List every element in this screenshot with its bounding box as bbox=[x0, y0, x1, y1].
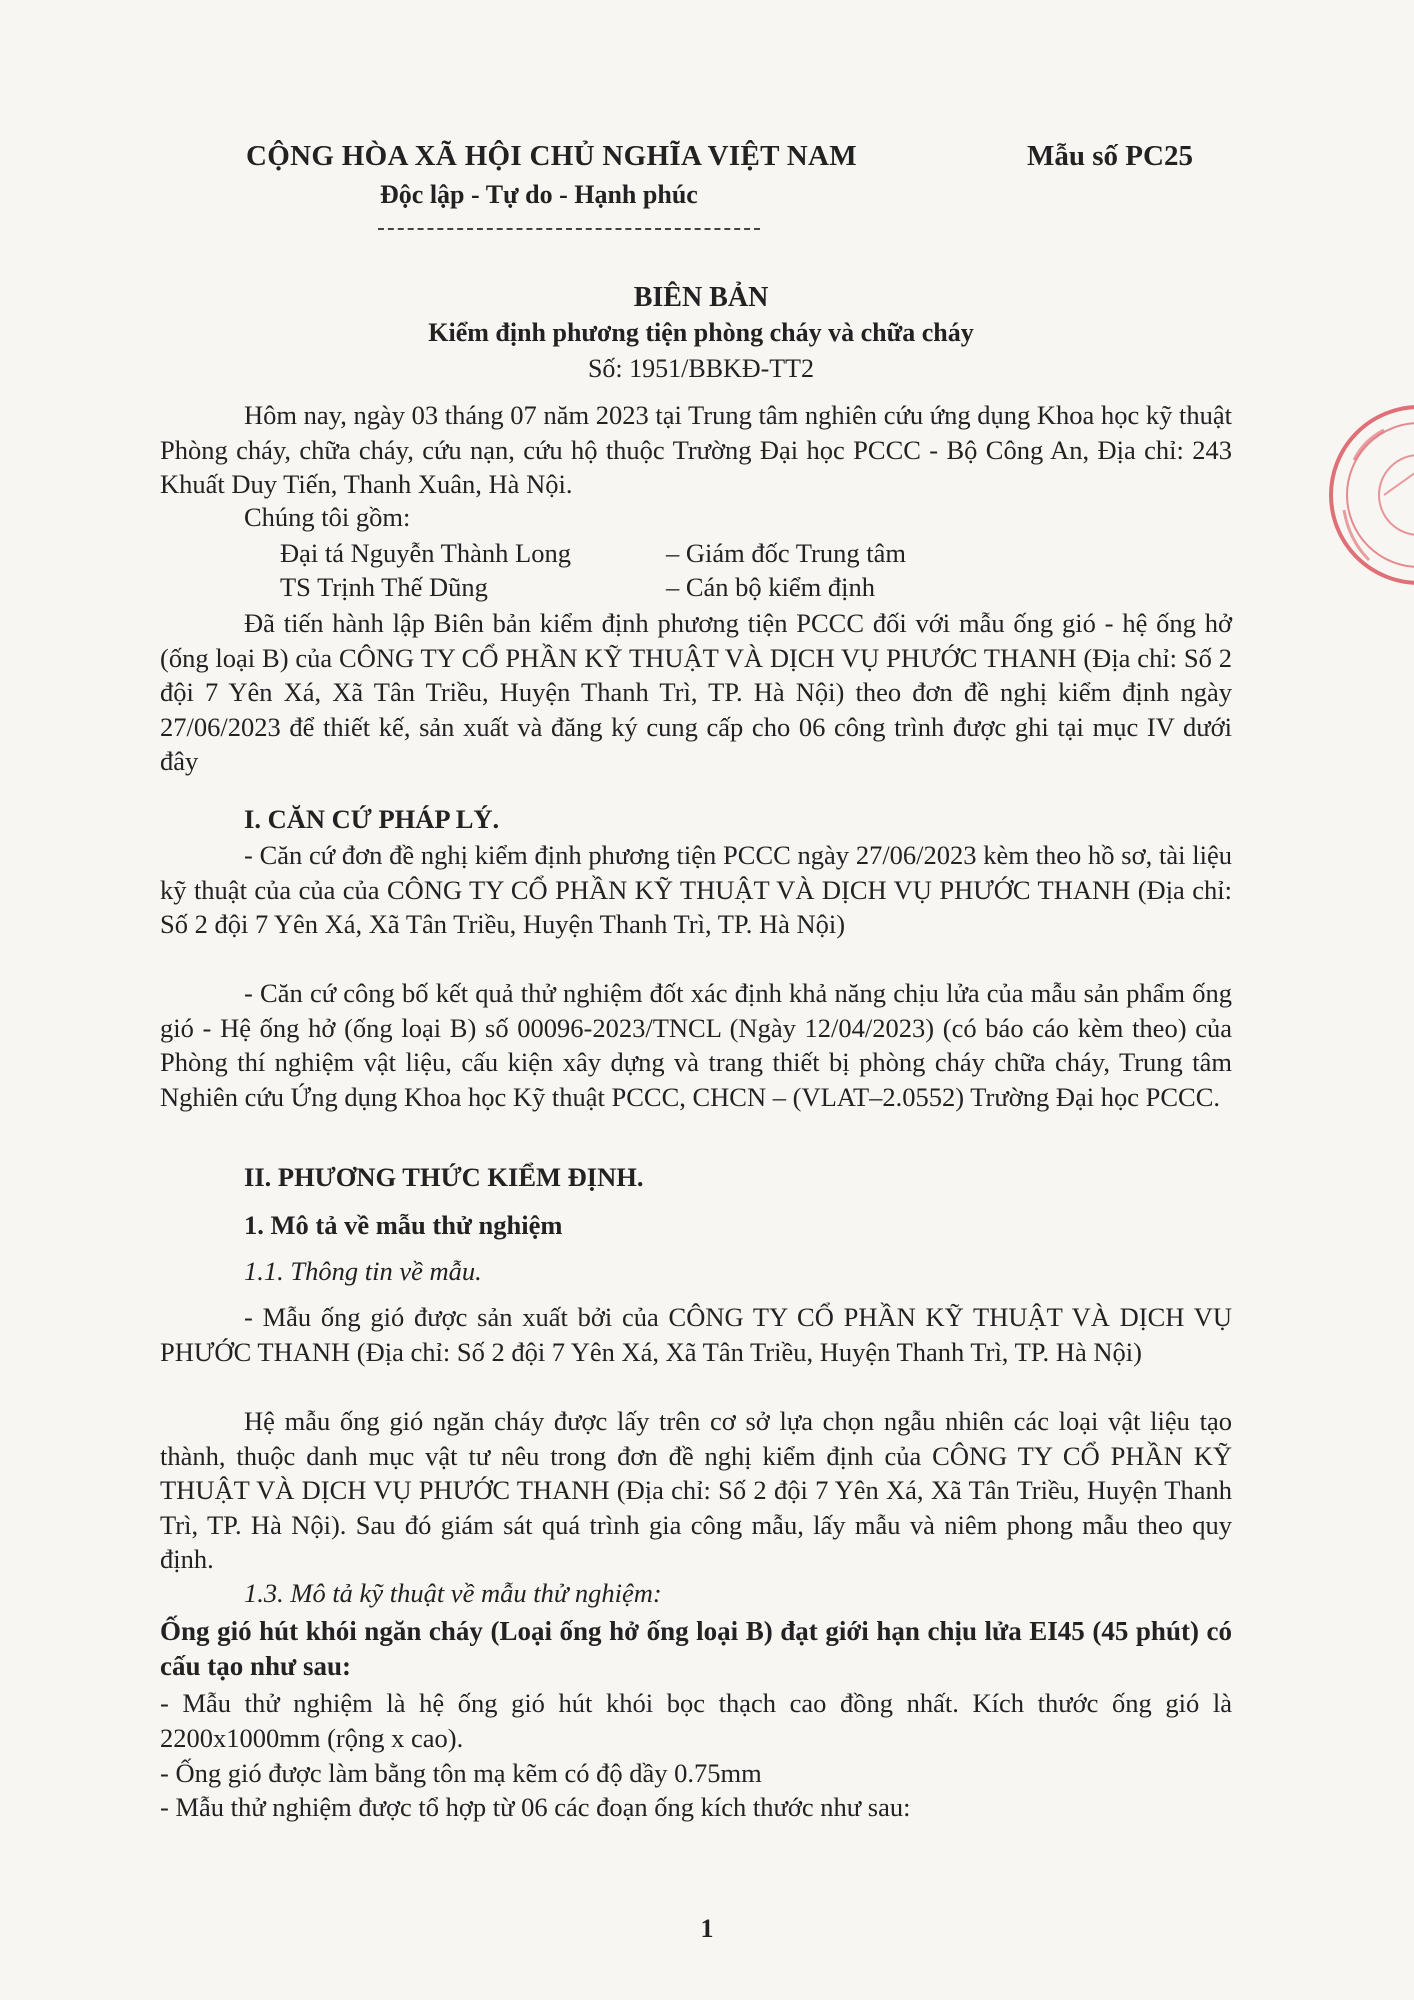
form-number: Mẫu số PC25 bbox=[1027, 140, 1193, 172]
sample-selection-paragraph bbox=[160, 1404, 1232, 1577]
spec-line: - Mẫu thử nghiệm là hệ ống gió hút khói bọc thạch cao đồng nhất. Kích thước ống gió là 2200x1000mm (rộng x cao). bbox=[160, 1688, 1232, 1753]
section-heading: I. CĂN CỨ PHÁP LÝ. bbox=[244, 804, 500, 834]
member-role: – Giám đốc Trung tâm bbox=[666, 538, 906, 568]
page-number: 1 bbox=[700, 1914, 714, 1943]
subsection-italic: 1.1. Thông tin về mẫu. bbox=[244, 1256, 482, 1286]
members-label: Chúng tôi gồm: bbox=[244, 502, 411, 532]
motto: Độc lập - Tự do - Hạnh phúc bbox=[380, 180, 698, 209]
document-title: BIÊN BẢN bbox=[633, 282, 769, 313]
legal-basis-paragraph bbox=[160, 976, 1232, 1114]
sample-info-paragraph bbox=[160, 1300, 1232, 1369]
spec-line: - Mẫu thử nghiệm được tổ hợp từ 06 các đoạn ống kích thước như sau: bbox=[160, 1792, 911, 1822]
section-heading: II. PHƯƠNG THỨC KIỂM ĐỊNH. bbox=[244, 1162, 644, 1192]
legal-basis-text: - Căn cứ đơn đề nghị kiểm định phương tiện PCCC ngày 27/06/2023 kèm theo hồ sơ, tài liệu kỹ thuật của của của CÔNG TY CỔ PHẦN KỸ THUẬT VÀ DỊCH VỤ PHƯỚC THANH (Địa chỉ: Số 2 đội 7 Yên Xá, Xã Tân Triều, Huyện Thanh Trì, TP. Hà Nội) bbox=[160, 840, 1232, 939]
proceed-text: Đã tiến hành lập Biên bản kiểm định phương tiện PCCC đối với mẫu ống gió - hệ ống hở (ống loại B) của CÔNG TY CỔ PHẦN KỸ THUẬT VÀ DỊCH VỤ PHƯỚC THANH (Địa chỉ: Số 2 đội 7 Yên Xá, Xã Tân Triều, Huyện Thanh Trì, TP. Hà Nội) theo đơn đề nghị kiểm định ngày 27/06/2023 để thiết kế, sản xuất và đăng ký cung cấp cho 06 công trình được ghi tại mục IV dưới đây bbox=[160, 608, 1232, 776]
member-name: Đại tá Nguyễn Thành Long bbox=[280, 538, 571, 568]
country-heading: CỘNG HÒA XÃ HỘI CHỦ NGHĨA VIỆT NAM bbox=[246, 140, 857, 172]
proceed-paragraph bbox=[160, 606, 1232, 779]
red-seal-stamp bbox=[1324, 400, 1414, 590]
document-number: Số: 1951/BBKĐ-TT2 bbox=[587, 354, 815, 383]
sample-info-text: - Mẫu ống gió được sản xuất bởi của CÔNG TY CỔ PHẦN KỸ THUẬT VÀ DỊCH VỤ PHƯỚC THANH (Địa chỉ: Số 2 đội 7 Yên Xá, Xã Tân Triều, Huyện Thanh Trì, TP. Hà Nội) bbox=[160, 1302, 1232, 1367]
spec-line: - Ống gió được làm bằng tôn mạ kẽm có độ dầy 0.75mm bbox=[160, 1758, 762, 1788]
document-subtitle: Kiểm định phương tiện phòng cháy và chữa cháy bbox=[428, 318, 974, 347]
intro-text: Hôm nay, ngày 03 tháng 07 năm 2023 tại Trung tâm nghiên cứu ứng dụng Khoa học kỹ thuật Phòng cháy, chữa cháy, cứu nạn, cứu hộ thuộc Trường Đại học PCCC - Bộ Công An, Địa chỉ: 243 Khuất Duy Tiến, Thanh Xuân, Hà Nội. bbox=[160, 400, 1232, 499]
legal-basis-paragraph bbox=[160, 838, 1232, 942]
duct-description-bold: Ống gió hút khói ngăn cháy (Loại ống hở ống loại B) đạt giới hạn chịu lửa EI45 (45 phút) có cấu tạo như sau: bbox=[160, 1616, 1232, 1681]
member-name: TS Trịnh Thế Dũng bbox=[280, 572, 488, 602]
header-divider bbox=[378, 228, 760, 230]
member-role: – Cán bộ kiểm định bbox=[666, 572, 876, 602]
intro-paragraph bbox=[160, 398, 1232, 502]
subsection-italic: 1.3. Mô tả kỹ thuật về mẫu thử nghiệm: bbox=[244, 1578, 662, 1608]
legal-basis-text: - Căn cứ công bố kết quả thử nghiệm đốt xác định khả năng chịu lửa của mẫu sản phẩm ống gió - Hệ ống hở (ống loại B) số 00096-2023/TNCL (Ngày 12/04/2023) (có báo cáo kèm theo) của Phòng thí nghiệm vật liệu, cấu kiện xây dựng và trang thiết bị phòng cháy chữa cháy, Trung tâm Nghiên cứu Ứng dụng Khoa học Kỹ thuật PCCC, CHCN – (VLAT–2.0552) Trường Đại học PCCC. bbox=[160, 978, 1232, 1112]
subsection-heading: 1. Mô tả về mẫu thử nghiệm bbox=[244, 1210, 563, 1240]
sample-selection-text: Hệ mẫu ống gió ngăn cháy được lấy trên cơ sở lựa chọn ngẫu nhiên các loại vật liệu tạo thành, thuộc danh mục vật tư nêu trong đơn đề nghị kiểm định của CÔNG TY CỔ PHẦN KỸ THUẬT VÀ DỊCH VỤ PHƯỚC THANH (Địa chỉ: Số 2 đội 7 Yên Xá, Xã Tân Triều, Huyện Thanh Trì, TP. Hà Nội). Sau đó giám sát quá trình gia công mẫu, lấy mẫu và niêm phong mẫu theo quy định. bbox=[160, 1406, 1232, 1574]
